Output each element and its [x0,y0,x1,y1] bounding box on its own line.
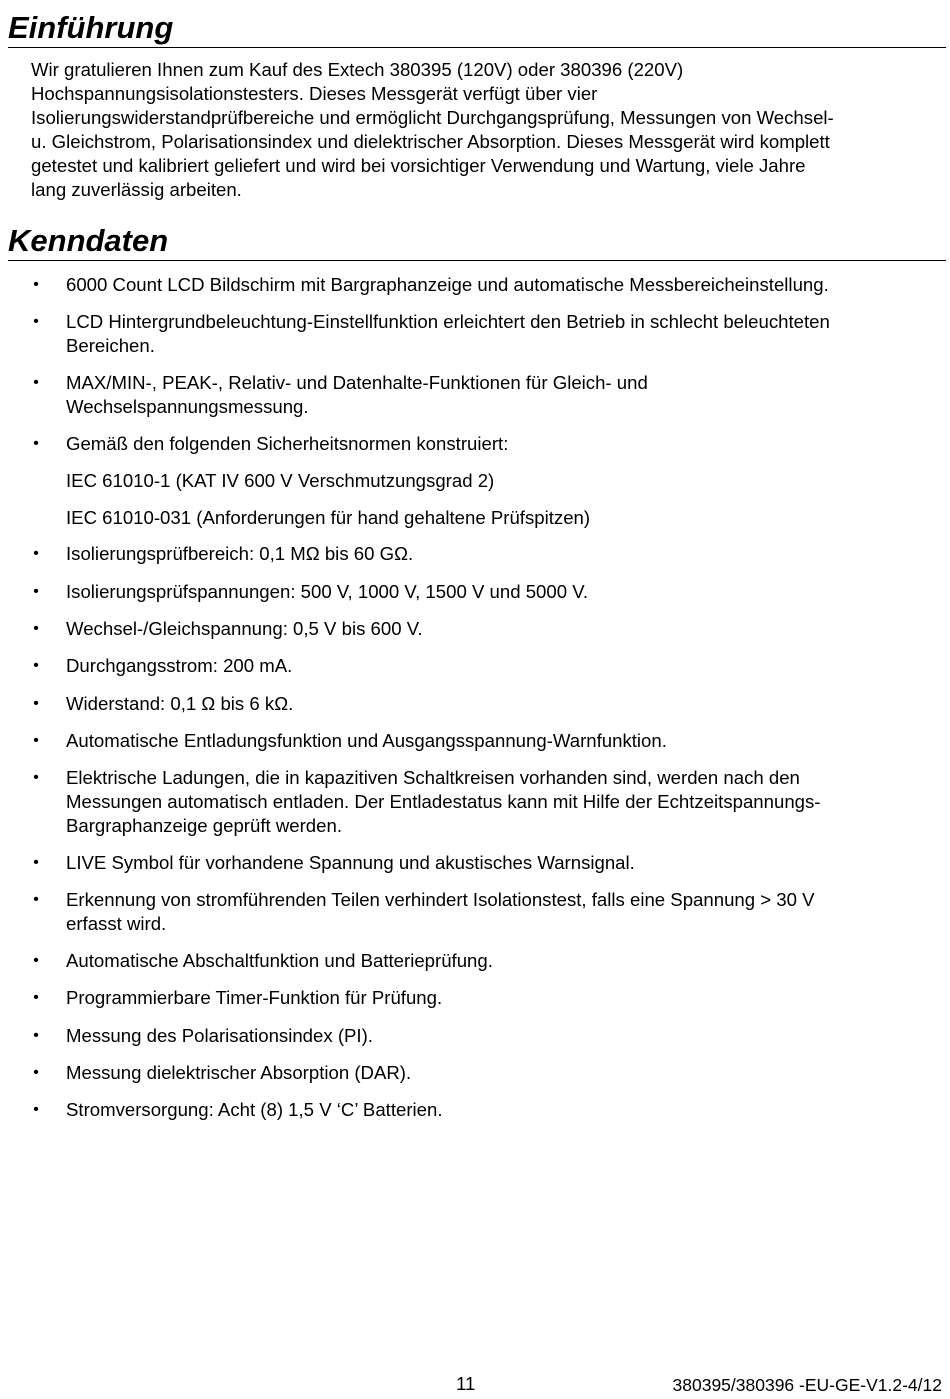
feature-line: Wechsel-/Gleichspannung: 0,5 V bis 600 V. [66,618,423,639]
feature-item [33,986,926,1010]
intro-line: u. Gleichstrom, Polarisationsindex und dielektrischer Absorption. Dieses Messgerät wird komplett [31,131,830,152]
feature-line: IEC 61010-031 (Anforderungen für hand gehaltene Prüfspitzen) [66,507,591,528]
feature-item [33,1024,926,1048]
bullet-icon: • [33,769,39,786]
intro-line: getestet und kalibriert geliefert und wird bei vorsichtiger Verwendung und Wartung, viele Jahre [31,155,806,176]
intro-line: Isolierungswiderstandprüfbereiche und ermöglicht Durchgangsprüfung, Messungen von Wechsel- [31,107,834,128]
intro-paragraph [31,58,931,202]
feature-item [33,580,926,604]
bullet-icon: • [33,732,39,749]
feature-line: Automatische Abschaltfunktion und Batterieprüfung. [66,950,493,971]
bullet-icon: • [33,374,39,391]
feature-item [66,506,926,530]
feature-item [33,310,926,358]
intro-heading: Einführung [8,10,946,48]
feature-line: MAX/MIN-, PEAK-, Relativ- und Datenhalte-Funktionen für Gleich- und [66,372,648,393]
feature-line: Elektrische Ladungen, die in kapazitiven Schaltkreisen vorhanden sind, werden nach den [66,767,800,788]
feature-line: Wechselspannungsmessung. [66,396,309,417]
bullet-icon: • [33,952,39,969]
feature-line: Programmierbare Timer-Funktion für Prüfung. [66,987,443,1008]
feature-line: 6000 Count LCD Bildschirm mit Bargraphanzeige und automatische Messbereicheinstellung. [66,274,829,295]
bullet-icon: • [33,989,39,1006]
feature-item [33,432,926,456]
bullet-icon: • [33,1027,39,1044]
bullet-icon: • [33,695,39,712]
feature-line: Widerstand: 0,1 Ω bis 6 kΩ. [66,693,294,714]
feature-line: Gemäß den folgenden Sicherheitsnormen konstruiert: [66,433,509,454]
feature-line: LIVE Symbol für vorhandene Spannung und akustisches Warnsignal. [66,852,635,873]
bullet-icon: • [33,657,39,674]
bullet-icon: • [33,545,39,562]
feature-line: Messungen automatisch entladen. Der Entladestatus kann mit Hilfe der Echtzeitspannungs- [66,791,821,812]
feature-line: IEC 61010-1 (KAT IV 600 V Verschmutzungsgrad 2) [66,470,495,491]
feature-item [33,542,926,566]
feature-item [33,851,926,875]
document-code: 380395/380396 -EU-GE-V1.2-4/12 [672,1375,942,1395]
feature-line: Messung des Polarisationsindex (PI). [66,1025,373,1046]
intro-line: Hochspannungsisolationstesters. Dieses Messgerät verfügt über vier [31,83,598,104]
bullet-icon: • [33,583,39,600]
feature-item [33,729,926,753]
feature-line: Durchgangsstrom: 200 mA. [66,655,293,676]
bullet-icon: • [33,1101,39,1118]
feature-item [33,654,926,678]
feature-line: Stromversorgung: Acht (8) 1,5 V ‘C’ Batterien. [66,1099,443,1120]
feature-item [33,766,926,838]
intro-line: lang zuverlässig arbeiten. [31,179,242,200]
bullet-icon: • [33,276,39,293]
intro-line: Wir gratulieren Ihnen zum Kauf des Extech 380395 (120V) oder 380396 (220V) [31,59,684,80]
feature-line: Isolierungsprüfbereich: 0,1 MΩ bis 60 GΩ. [66,543,414,564]
feature-item [33,1061,926,1085]
bullet-icon: • [33,620,39,637]
feature-item [33,949,926,973]
feature-item [33,617,926,641]
features-heading: Kenndaten [8,223,946,261]
feature-item [33,273,926,297]
feature-item [33,1098,926,1122]
feature-line: Isolierungsprüfspannungen: 500 V, 1000 V, 1500 V und 5000 V. [66,581,589,602]
bullet-icon: • [33,854,39,871]
bullet-icon: • [33,1064,39,1081]
bullet-icon: • [33,435,39,452]
feature-line: Automatische Entladungsfunktion und Ausgangsspannung-Warnfunktion. [66,730,667,751]
feature-item [66,469,926,493]
feature-line: erfasst wird. [66,913,167,934]
feature-line: Messung dielektrischer Absorption (DAR). [66,1062,412,1083]
bullet-icon: • [33,891,39,908]
feature-line: Erkennung von stromführenden Teilen verhindert Isolationstest, falls eine Spannung > 30 V [66,889,815,910]
feature-item [33,692,926,716]
feature-item [33,888,926,936]
feature-line: Bargraphanzeige geprüft werden. [66,815,342,836]
feature-line: Bereichen. [66,335,155,356]
page-number: 11 [456,1373,476,1394]
feature-item [33,371,926,419]
feature-line: LCD Hintergrundbeleuchtung-Einstellfunktion erleichtert den Betrieb in schlecht beleuchteten [66,311,830,332]
bullet-icon: • [33,313,39,330]
